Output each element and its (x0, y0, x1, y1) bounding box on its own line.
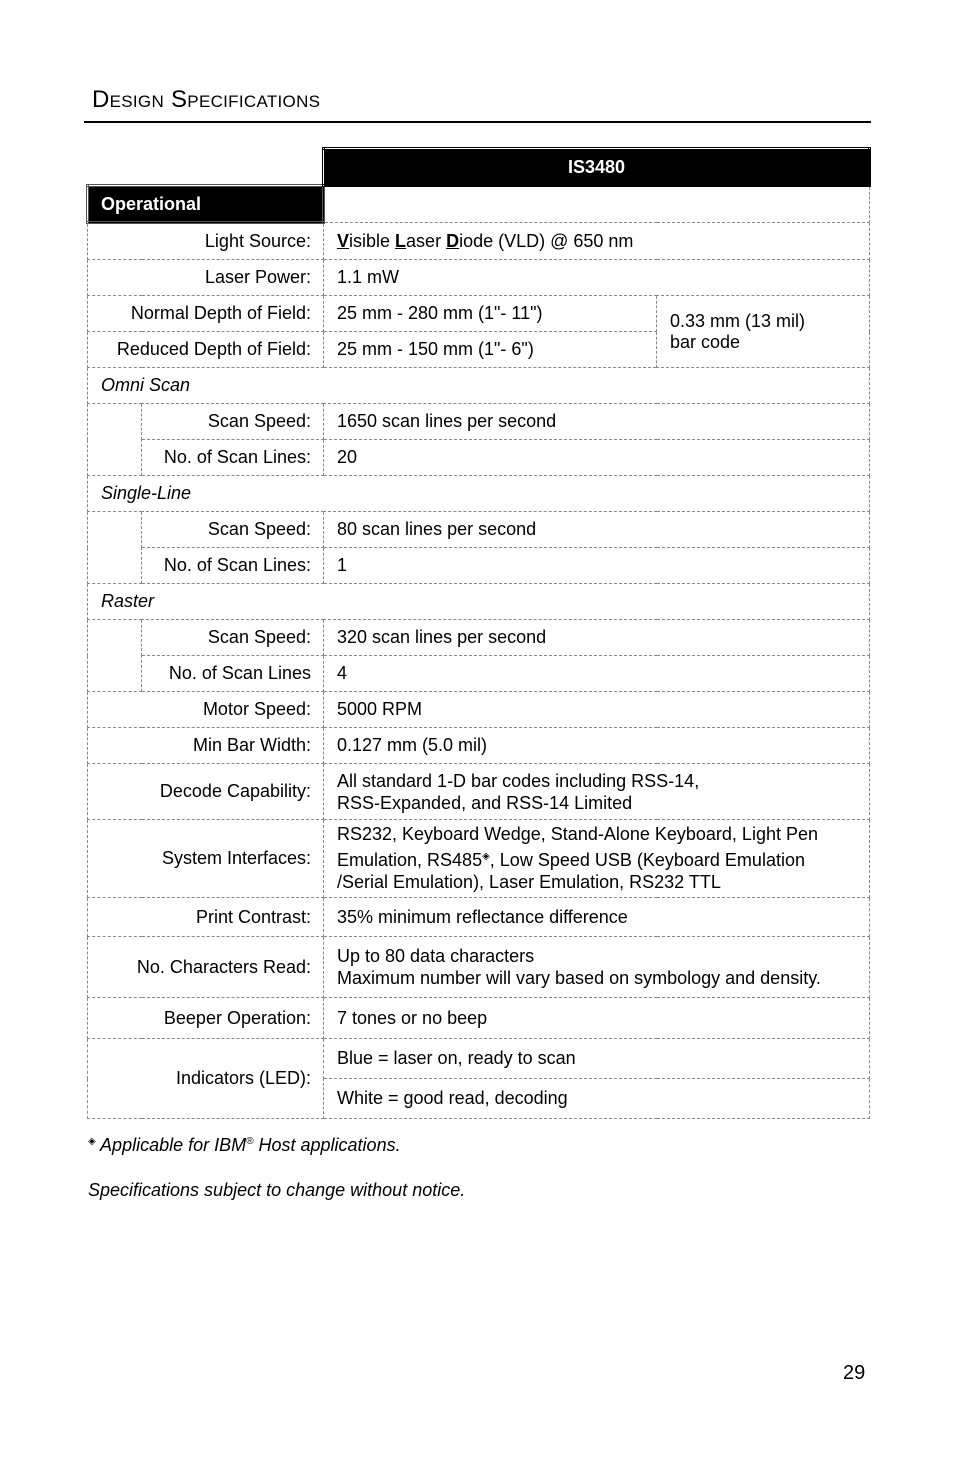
decode-value: All standard 1-D bar codes including RSS-14, RSS-Expanded, and RSS-14 Limited (324, 764, 870, 820)
spec-label: Scan Speed: (142, 404, 324, 440)
spec-value: 25 mm - 150 mm (1"- 6") (324, 332, 657, 368)
spec-label: No. of Scan Lines (142, 656, 324, 692)
table-row (88, 898, 870, 937)
spec-label: Beeper Operation: (88, 998, 324, 1039)
table-row (88, 548, 870, 584)
title-divider (84, 121, 871, 123)
spec-label: Min Bar Width: (88, 728, 324, 764)
spec-value: 20 (324, 440, 870, 476)
table-row (88, 440, 870, 476)
spec-label: Decode Capability: (88, 764, 324, 820)
spec-value: 7 tones or no beep (324, 998, 870, 1039)
table-row (88, 937, 870, 998)
spec-label: Print Contrast: (88, 898, 324, 937)
spec-label: Normal Depth of Field: (88, 296, 324, 332)
spec-label: Indicators (LED): (88, 1039, 324, 1119)
spec-value: 1.1 mW (324, 260, 870, 296)
diamond-icon: ◈ (482, 850, 490, 862)
spec-value: 0.127 mm (5.0 mil) (324, 728, 870, 764)
table-row (88, 512, 870, 548)
spec-label: Motor Speed: (88, 692, 324, 728)
spec-label: Light Source: (88, 223, 324, 260)
table-row (88, 368, 870, 404)
spec-value: White = good read, decoding (324, 1079, 870, 1119)
interfaces-value: RS232, Keyboard Wedge, Stand-Alone Keyboard, Light Pen Emulation, RS485◈, Low Speed USB (Keyboard Emulation /Serial Emulation), Laser Emulation, RS232 TTL (324, 820, 870, 898)
subsection-omni-scan: Omni Scan (88, 368, 870, 404)
spec-label: No. of Scan Lines: (142, 440, 324, 476)
table-row (88, 728, 870, 764)
spec-value: Blue = laser on, ready to scan (324, 1039, 870, 1079)
table-row (88, 1039, 870, 1079)
spec-label: Scan Speed: (142, 512, 324, 548)
spec-label: Reduced Depth of Field: (88, 332, 324, 368)
table-row (88, 404, 870, 440)
table-row (88, 620, 870, 656)
model-header: IS3480 (324, 149, 870, 186)
table-row (88, 764, 870, 820)
spec-value: 25 mm - 280 mm (1"- 11") (324, 296, 657, 332)
page-title: Design Specifications (92, 86, 321, 113)
subsection-single-line: Single-Line (88, 476, 870, 512)
spec-value: 4 (324, 656, 870, 692)
table-row (88, 656, 870, 692)
section-operational: Operational (88, 186, 324, 223)
spec-label: No. of Scan Lines: (142, 548, 324, 584)
footnote-notice: Specifications subject to change without notice. (88, 1180, 466, 1200)
dof-note: 0.33 mm (13 mil) bar code (657, 296, 870, 368)
spec-label: Scan Speed: (142, 620, 324, 656)
subsection-raster: Raster (88, 584, 870, 620)
table-row (88, 998, 870, 1039)
table-row (88, 260, 870, 296)
page-number: 29 (843, 1362, 866, 1384)
spec-label: No. Characters Read: (88, 937, 324, 998)
table-row (88, 223, 870, 260)
table-row (88, 820, 870, 898)
table-row (88, 296, 870, 332)
spec-value: 5000 RPM (324, 692, 870, 728)
table-row (88, 476, 870, 512)
spec-value: 320 scan lines per second (324, 620, 870, 656)
spec-value: 35% minimum reflectance difference (324, 898, 870, 937)
spec-table (86, 147, 871, 1119)
table-row (88, 692, 870, 728)
spec-label: System Interfaces: (88, 820, 324, 898)
spec-label: Laser Power: (88, 260, 324, 296)
diamond-icon: ◈ (88, 1136, 96, 1147)
spec-value: 80 scan lines per second (324, 512, 870, 548)
light-source-value: Visible Laser Diode (VLD) @ 650 nm (324, 223, 870, 260)
table-row (88, 584, 870, 620)
spec-value: 1650 scan lines per second (324, 404, 870, 440)
chars-value: Up to 80 data characters Maximum number will vary based on symbology and density. (324, 937, 870, 998)
spec-value: 1 (324, 548, 870, 584)
footnote-ibm: ◈ Applicable for IBM® Host applications. (88, 1135, 401, 1155)
